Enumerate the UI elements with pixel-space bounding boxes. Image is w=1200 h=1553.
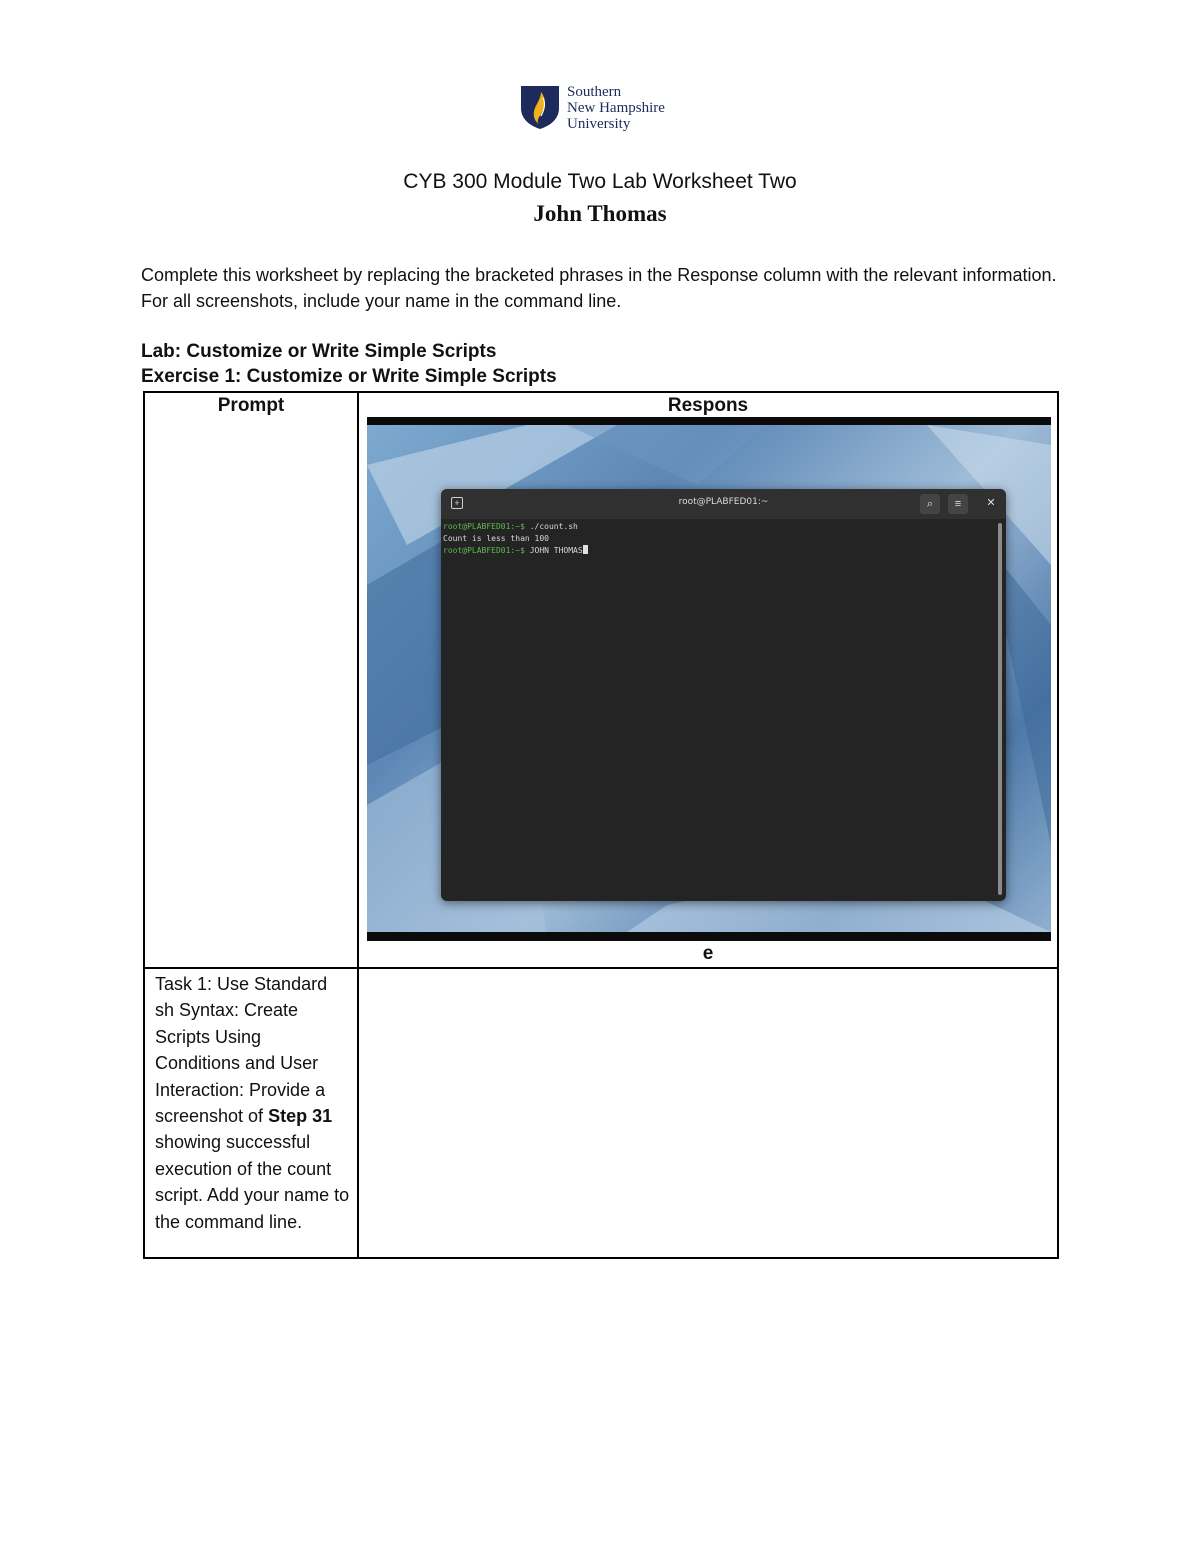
response-column-header: Respons: [667, 395, 749, 416]
hamburger-menu-icon: ≡: [948, 494, 968, 514]
instructions-paragraph: Complete this worksheet by replacing the bracketed phrases in the Response column with the relevant information. For all screenshots, include your name in the command line.: [141, 265, 1057, 311]
task-step-bold: Step 31: [268, 1106, 333, 1127]
task-text-post: showing successful execution of the count script. Add your name to the command line.: [155, 1132, 350, 1232]
terminal-line: [443, 521, 588, 533]
terminal-scrollbar: [998, 523, 1002, 895]
desktop-wallpaper: [367, 425, 1051, 932]
close-icon: ✕: [986, 497, 996, 509]
logo-line: Southern: [567, 84, 622, 100]
response-column-header-wrap: e: [702, 943, 714, 964]
output-text: Count is less than 100: [443, 534, 549, 543]
terminal-title: root@PLABFED01:~: [678, 497, 769, 507]
row-divider: [145, 967, 1057, 969]
new-tab-icon: +: [451, 497, 463, 509]
terminal-window: [441, 489, 1006, 901]
search-icon: ⌕: [920, 494, 940, 514]
column-divider: [357, 393, 359, 1257]
command-text: JOHN THOMAS: [524, 546, 583, 555]
worksheet-table: [143, 391, 1059, 1259]
author-name: John Thomas: [533, 201, 667, 226]
lab-heading: Lab: Customize or Write Simple Scripts: [141, 341, 497, 362]
terminal-line: [443, 545, 588, 557]
shield-flame-icon: [519, 84, 561, 130]
exercise-heading: Exercise 1: Customize or Write Simple Scripts: [141, 366, 557, 387]
shell-prompt: root@PLABFED01:~$: [443, 522, 525, 531]
logo-line: New Hampshire: [567, 100, 665, 116]
shell-prompt: root@PLABFED01:~$: [443, 546, 525, 555]
terminal-line: [443, 533, 588, 545]
logo-line: University: [567, 116, 631, 132]
task-text-pre: Task 1: Use Standard sh Syntax: Create Scripts Using Conditions and User Interaction: Provide a screenshot of: [155, 974, 328, 1127]
document-title: CYB 300 Module Two Lab Worksheet Two: [403, 170, 797, 193]
logo-text: [567, 84, 665, 132]
terminal-titlebar: [441, 489, 1006, 519]
terminal-screenshot: [367, 417, 1051, 941]
prompt-column-header: Prompt: [217, 395, 285, 416]
command-text: ./count.sh: [524, 522, 578, 531]
snhu-logo: [519, 84, 699, 134]
terminal-output: [443, 521, 588, 557]
text-cursor: [583, 545, 588, 554]
task-1-prompt: [155, 971, 351, 1235]
